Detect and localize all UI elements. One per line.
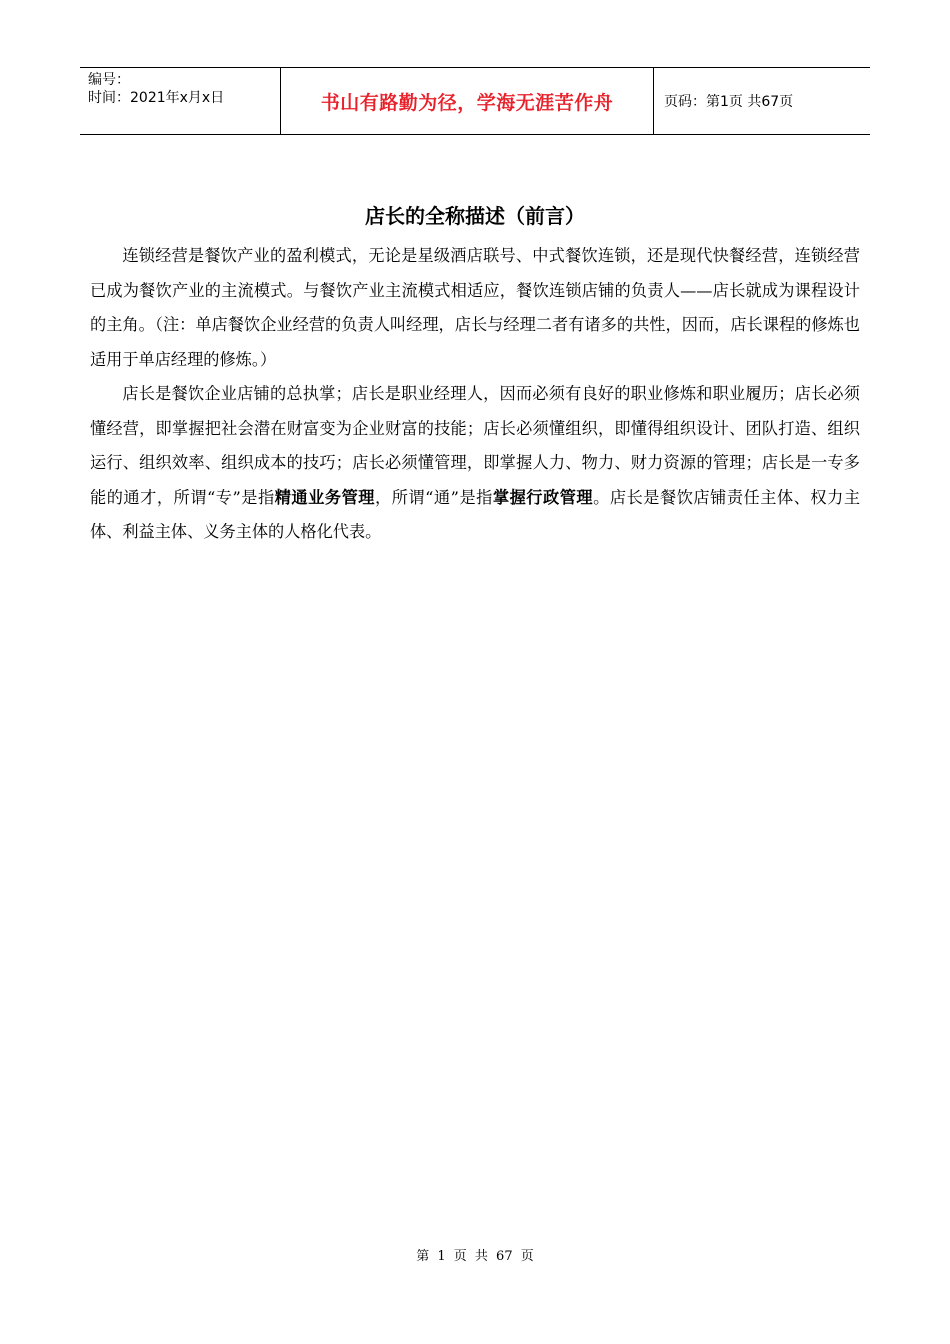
paragraph-2-text-3: 。店长是餐饮店铺责任主体、权力主体、利益主体、义务主体的人格化代表。 — [90, 487, 861, 541]
page-footer: 第 1 页 共 67 页 — [416, 1249, 534, 1264]
bold-term-business-management: 精通业务管理 — [274, 487, 375, 507]
document-title: 店长的全称描述（前言） — [365, 204, 585, 228]
page-header — [80, 67, 870, 135]
header-meta-cell — [80, 68, 281, 134]
paragraph-2 — [90, 377, 860, 550]
paragraph-1: 连锁经营是餐饮产业的盈利模式，无论是星级酒店联号、中式餐饮连锁，还是现代快餐经营，连锁经营已成为餐饮产业的主流模式。与餐饮产业主流模式相适应，餐饮连锁店铺的负责人——店长就成为课程设计的主角。（注：单店餐饮企业经营的负责人叫经理，店长与经理二者有诸多的共性，因而，店长课程的修炼也适用于单店经理的修炼。） — [90, 246, 860, 369]
header-motto: 书山有路勤为径，学海无涯苦作舟 — [281, 68, 654, 134]
document-code-label: 编号： — [88, 72, 130, 88]
paragraph-2-text-1: 店长是餐饮企业店铺的总执掌；店长是职业经理人，因而必须有良好的职业修炼和职业履历；店长必须懂经营，即掌握把社会潜在财富变为企业财富的技能；店长必须懂组织，即懂得组织设计、团队打造、组织运行、组织效率、组织成本的技巧；店长必须懂管理，即掌握人力、物力、财力资源的管理；店长是一专多能的通才，所谓“专”是指 — [90, 384, 860, 507]
document-date-label: 时间：2021年x月x日 — [88, 90, 225, 106]
header-page-info: 页码：第1页 共67页 — [664, 94, 794, 110]
document-body — [90, 239, 860, 550]
paragraph-2-text-2: ，所谓“通”是指 — [375, 487, 493, 507]
bold-term-administrative-management: 掌握行政管理 — [492, 487, 594, 507]
